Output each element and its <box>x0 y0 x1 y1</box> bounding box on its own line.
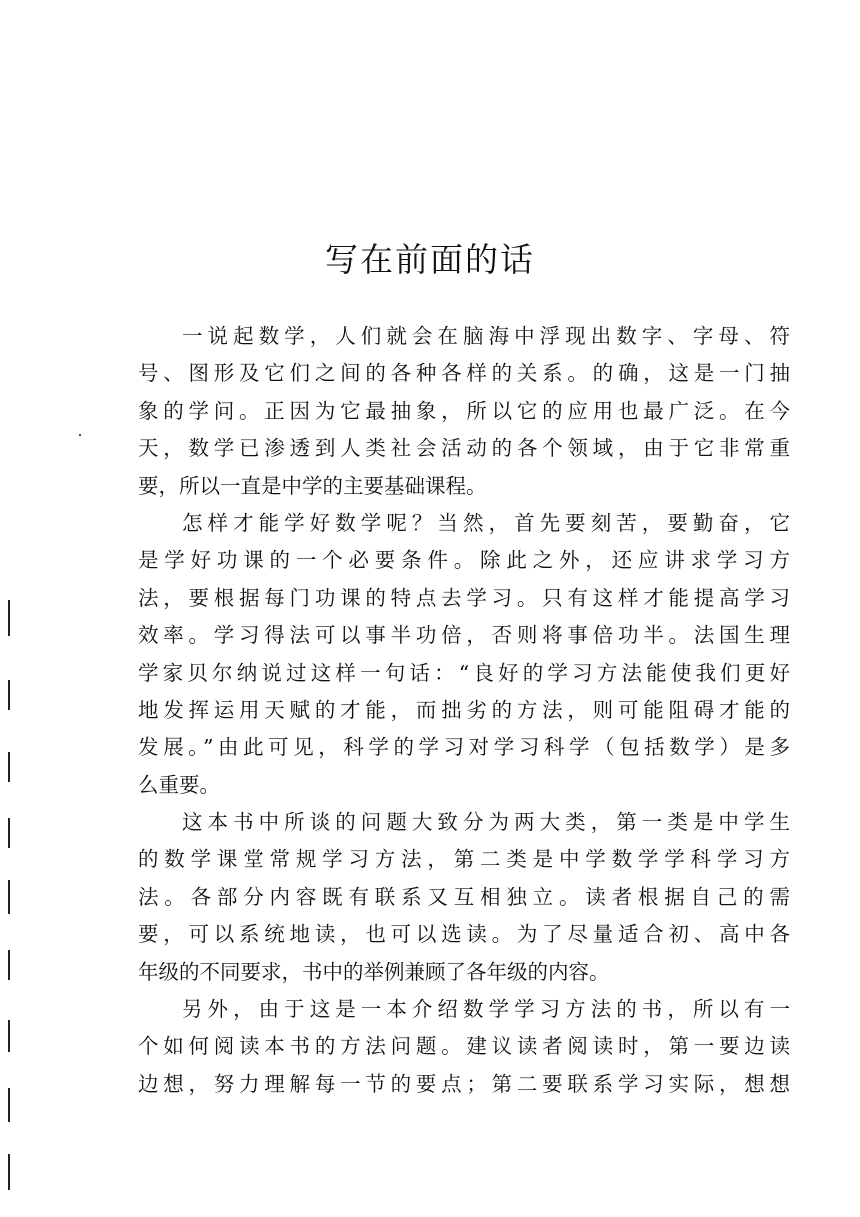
text-line: 怎样才能学好数学呢？当然，首先要刻苦，要勤奋，它 <box>182 510 790 535</box>
text-line: 法，要根据每门功课的特点去学习。只有这样才能提高学习 <box>138 585 790 610</box>
text-line: 年级的不同要求，书中的举例兼顾了各年级的内容。 <box>138 959 610 984</box>
scan-edge-mark <box>8 1154 10 1190</box>
text-line: 发展。”由此可见，科学的学习对学习科学（包括数学）是多 <box>138 735 790 760</box>
scan-edge-mark <box>8 680 10 710</box>
text-line: 个如何阅读本书的方法问题。建议读者阅读时，第一要边读 <box>138 1034 790 1059</box>
scan-edge-mark <box>8 950 10 980</box>
text-line: 象的学问。正因为它最抽象，所以它的应用也最广泛。在今 <box>138 398 790 423</box>
text-line: 法。各部分内容既有联系又互相独立。读者根据自己的需 <box>138 884 790 909</box>
text-line: 天，数学已渗透到人类社会活动的各个领域，由于它非常重 <box>138 436 790 461</box>
text-line: 要，所以一直是中学的主要基础课程。 <box>138 473 487 498</box>
text-line: 是学好功课的一个必要条件。除此之外，还应讲求学习方 <box>138 548 790 573</box>
text-line: 学家贝尔纳说过这样一句话：“良好的学习方法能使我们更好 <box>138 660 790 685</box>
scan-edge-mark <box>8 818 10 848</box>
text-line: 另外，由于这是一本介绍数学学习方法的书，所以有一 <box>182 997 790 1022</box>
scan-edge-mark <box>8 752 10 782</box>
text-line: 一说起数学，人们就会在脑海中浮现出数字、字母、符 <box>182 324 790 348</box>
text-line: 地发挥运用天赋的才能，而拙劣的方法，则可能阻碍才能的 <box>138 697 790 722</box>
text-line: 边想，努力理解每一节的要点；第二要联系学习实际，想想 <box>138 1071 790 1096</box>
text-line: 效率。学习得法可以事半功倍，否则将事倍功半。法国生理 <box>138 623 790 648</box>
text-line: 号、图形及它们之间的各种各样的关系。的确，这是一门抽 <box>138 361 790 386</box>
text-line: 的数学课堂常规学习方法，第二类是中学数学学科学习方 <box>138 847 790 872</box>
scan-edge-mark <box>8 600 10 636</box>
scan-edge-mark <box>8 1020 10 1052</box>
scan-speck <box>79 434 81 436</box>
scan-edge-mark <box>8 880 10 914</box>
page-title: 写在前面的话 <box>325 240 535 279</box>
body-text <box>138 318 790 1103</box>
text-line: 么重要。 <box>138 772 220 797</box>
text-line: 要，可以系统地读，也可以选读。为了尽量适合初、高中各 <box>138 922 790 947</box>
text-line: 这本书中所谈的问题大致分为两大类，第一类是中学生 <box>182 810 790 835</box>
scan-edge-mark <box>8 1088 10 1122</box>
